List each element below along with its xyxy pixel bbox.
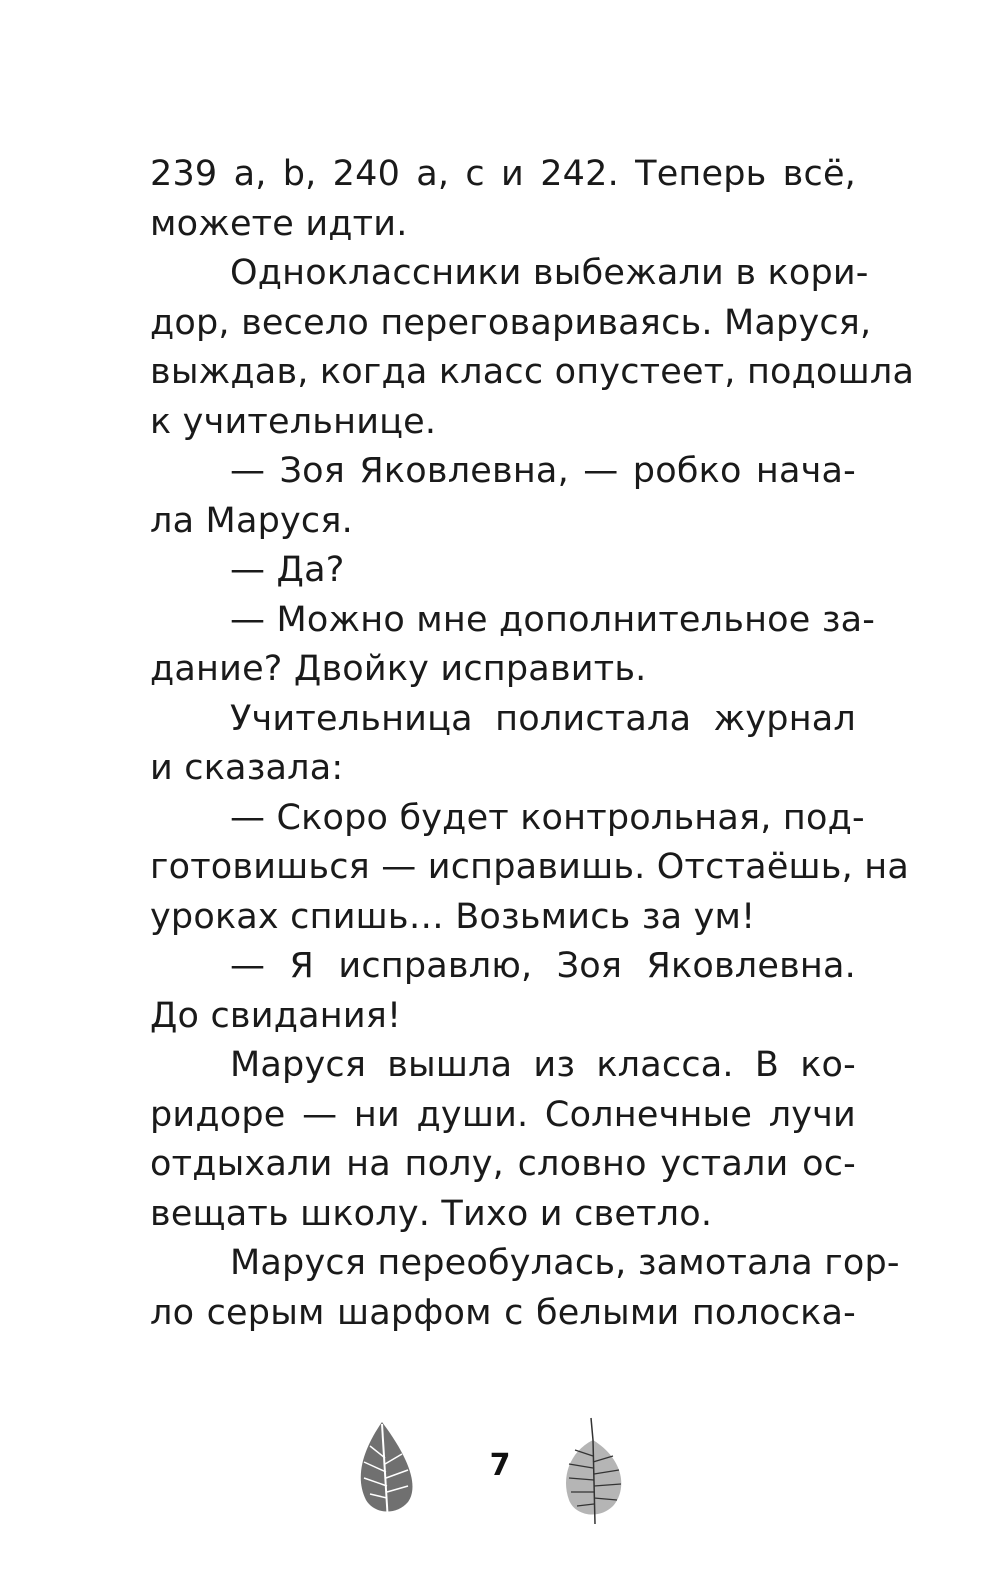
text-line-6: к учительнице.	[150, 401, 437, 442]
text-line-24: ло серым шарфом с белыми полоска-	[150, 1292, 856, 1333]
text-line-17: — Я исправлю, Зоя Яковлевна.	[230, 946, 856, 986]
text-line-2: можете идти.	[150, 203, 408, 244]
text-line-13: и сказала:	[150, 748, 344, 788]
dark-leaf-icon	[352, 1418, 422, 1526]
text-line-16: уроках спишь… Возьмись за ум!	[150, 896, 756, 937]
text-line-14: — Скоро будет контрольная, под-	[230, 797, 865, 838]
text-line-7: — Зоя Яковлевна, — робко нача-	[230, 451, 856, 491]
text-line-18: До свидания!	[150, 995, 402, 1036]
text-line-15: готовишься — исправишь. Отстаёшь, на	[150, 847, 909, 887]
text-line-10: — Можно мне дополнительное за-	[230, 599, 876, 640]
text-line-21: отдыхали на полу, словно устали ос-	[150, 1144, 856, 1184]
text-line-12: Учительница полистала журнал	[230, 698, 856, 739]
body-text	[150, 150, 915, 1338]
text-line-4: дор, весело переговариваясь. Маруся,	[150, 302, 872, 343]
text-line-19: Маруся вышла из класса. В ко-	[230, 1045, 856, 1085]
text-line-20: ридоре — ни души. Солнечные лучи	[150, 1094, 856, 1135]
text-line-3: Одноклассники выбежали в кори-	[230, 253, 869, 293]
page-number: 7	[489, 1448, 511, 1483]
text-line-5: выждав, когда класс опустеет, подошла	[150, 352, 915, 392]
text-line-8: ла Маруся.	[150, 500, 353, 541]
text-line-1: 239 a, b, 240 a, c и 242. Теперь всё,	[150, 154, 856, 194]
light-leaf-icon	[555, 1416, 635, 1528]
text-line-11: дание? Двойку исправить.	[150, 649, 647, 689]
page-footer	[0, 1410, 1000, 1530]
text-line-9: — Да?	[230, 550, 345, 590]
text-line-22: вещать школу. Тихо и светло.	[150, 1193, 713, 1234]
text-line-23: Маруся переобулась, замотала гор-	[230, 1243, 900, 1283]
